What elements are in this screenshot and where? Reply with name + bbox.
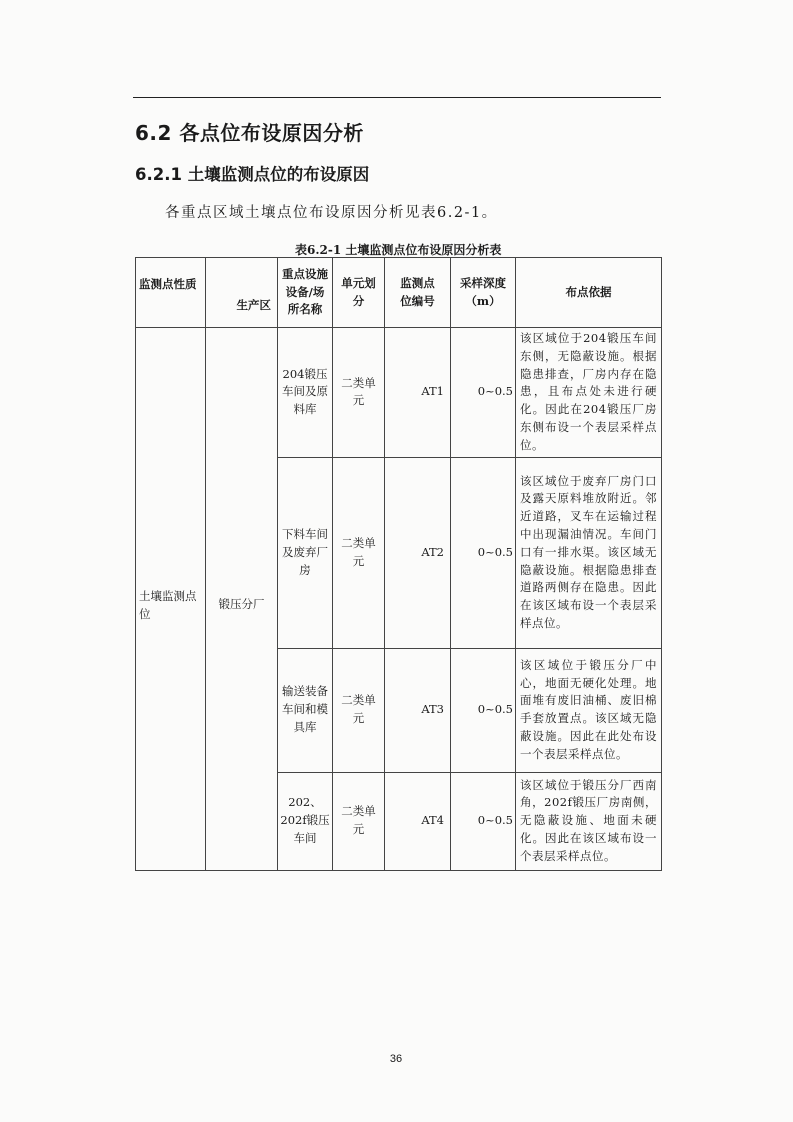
point-id-cell: AT2 — [385, 457, 451, 648]
page-number: 36 — [389, 1053, 403, 1065]
depth-cell: 0~0.5 — [451, 772, 516, 870]
depth-cell: 0~0.5 — [451, 648, 516, 772]
depth-cell: 0~0.5 — [451, 328, 516, 458]
zone-cell: 锻压分厂 — [206, 328, 278, 871]
basis-cell: 该区域位于废弃厂房门口及露天原料堆放附近。邻近道路，叉车在运输过程中出现漏油情况。车间门口有一排水渠。该区域无隐蔽设施。根据隐患排查道路两侧存在隐患。因此在该区域布设一个表层采样点位。 — [516, 457, 662, 648]
unit-cell: 二类单元 — [333, 648, 385, 772]
header-rule — [133, 97, 661, 98]
facility-cell: 输送装备车间和模具库 — [278, 648, 333, 772]
header-nature: 监测点性质 — [136, 258, 206, 328]
unit-cell: 二类单元 — [333, 328, 385, 458]
header-basis: 布点依据 — [516, 258, 662, 328]
point-id-cell: AT1 — [385, 328, 451, 458]
point-id-cell: AT4 — [385, 772, 451, 870]
basis-cell: 该区域位于锻压分厂中心，地面无硬化处理。地面堆有废旧油桶、废旧棉手套放置点。该区域无隐蔽设施。因此在此处布设一个表层采样点位。 — [516, 648, 662, 772]
soil-point-table — [135, 257, 662, 871]
facility-cell: 下料车间及废弃厂房 — [278, 457, 333, 648]
nature-cell: 土壤监测点位 — [136, 328, 206, 871]
intro-paragraph: 各重点区域土壤点位布设原因分析见表6.2-1。 — [165, 205, 498, 221]
header-facility: 重点设施设备/场所名称 — [278, 258, 333, 328]
section-heading: 6.2 各点位布设原因分析 — [135, 121, 364, 145]
header-zone: 生产区 — [206, 258, 278, 328]
subsection-heading: 6.2.1 土壤监测点位的布设原因 — [135, 165, 370, 184]
unit-cell: 二类单元 — [333, 772, 385, 870]
header-unit: 单元划分 — [333, 258, 385, 328]
basis-cell: 该区域位于204锻压车间东侧，无隐蔽设施。根据隐患排查，厂房内存在隐患，且布点处未进行硬化。因此在204锻压厂房东侧布设一个表层采样点位。 — [516, 328, 662, 458]
facility-cell: 202、202f锻压车间 — [278, 772, 333, 870]
table-header-row — [136, 258, 662, 328]
table-caption: 表6.2-1 土壤监测点位布设原因分析表 — [295, 243, 502, 257]
depth-cell: 0~0.5 — [451, 457, 516, 648]
unit-cell: 二类单元 — [333, 457, 385, 648]
header-point-id: 监测点位编号 — [385, 258, 451, 328]
header-depth: 采样深度（m） — [451, 258, 516, 328]
point-id-cell: AT3 — [385, 648, 451, 772]
basis-cell: 该区域位于锻压分厂西南角，202f锻压厂房南侧，无隐蔽设施、地面未硬化。因此在该区域布设一个表层采样点位。 — [516, 772, 662, 870]
table-row — [136, 328, 662, 458]
facility-cell: 204锻压车间及原料库 — [278, 328, 333, 458]
